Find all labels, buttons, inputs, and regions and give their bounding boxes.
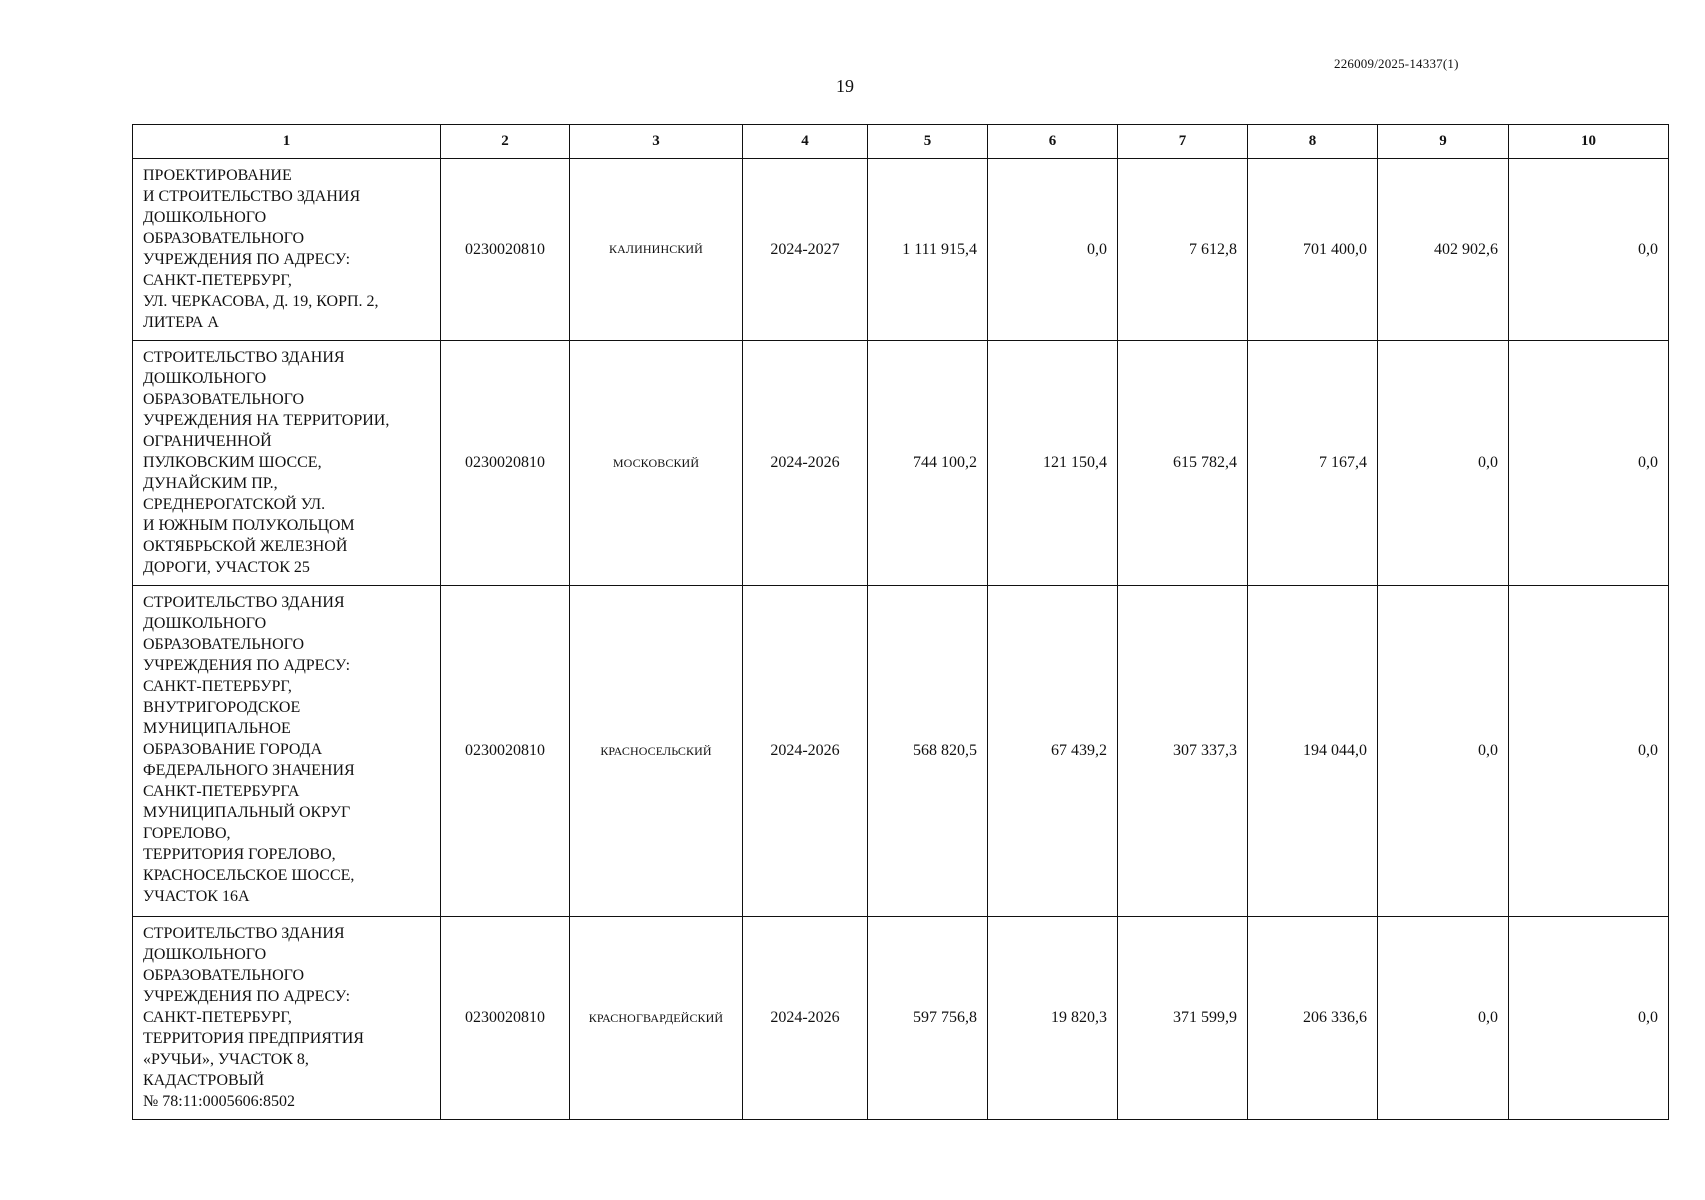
- period-cell: 2024-2026: [743, 586, 868, 917]
- value-cell-5: 568 820,5: [868, 586, 988, 917]
- value-cell-7: 371 599,9: [1118, 917, 1248, 1120]
- budget-code-cell: 0230020810: [441, 917, 570, 1120]
- column-header: 7: [1118, 125, 1248, 159]
- value-cell-9: 0,0: [1378, 586, 1509, 917]
- column-header: 5: [868, 125, 988, 159]
- budget-code-cell: 0230020810: [441, 159, 570, 341]
- column-header: 9: [1378, 125, 1509, 159]
- table-row: [133, 159, 1669, 341]
- column-header: 2: [441, 125, 570, 159]
- table-row: [133, 341, 1669, 586]
- value-cell-10: 0,0: [1509, 586, 1669, 917]
- column-header: 8: [1248, 125, 1378, 159]
- column-header: 1: [133, 125, 441, 159]
- table-row: [133, 586, 1669, 917]
- value-cell-9: 0,0: [1378, 917, 1509, 1120]
- value-cell-7: 7 612,8: [1118, 159, 1248, 341]
- period-cell: 2024-2027: [743, 159, 868, 341]
- district-cell: МОСКОВСКИЙ: [570, 341, 743, 586]
- value-cell-7: 307 337,3: [1118, 586, 1248, 917]
- value-cell-5: 1 111 915,4: [868, 159, 988, 341]
- district-cell: КРАСНОГВАРДЕЙСКИЙ: [570, 917, 743, 1120]
- object-name-cell: ПРОЕКТИРОВАНИЕ И СТРОИТЕЛЬСТВО ЗДАНИЯ ДОШКОЛЬНОГО ОБРАЗОВАТЕЛЬНОГО УЧРЕЖДЕНИЯ ПО АДРЕСУ: САНКТ-ПЕТЕРБУРГ, УЛ. ЧЕРКАСОВА, Д. 19, КОРП. 2, ЛИТЕРА А: [133, 159, 441, 341]
- value-cell-9: 0,0: [1378, 341, 1509, 586]
- table-header-row: [133, 125, 1669, 159]
- value-cell-5: 744 100,2: [868, 341, 988, 586]
- object-name-cell: СТРОИТЕЛЬСТВО ЗДАНИЯ ДОШКОЛЬНОГО ОБРАЗОВАТЕЛЬНОГО УЧРЕЖДЕНИЯ ПО АДРЕСУ: САНКТ-ПЕТЕРБУРГ, ВНУТРИГОРОДСКОЕ МУНИЦИПАЛЬНОЕ ОБРАЗОВАНИЕ ГОРОДА ФЕДЕРАЛЬНОГО ЗНАЧЕНИЯ САНКТ-ПЕТЕРБУРГА МУНИЦИПАЛЬНЫЙ ОКРУГ ГОРЕЛОВО, ТЕРРИТОРИЯ ГОРЕЛОВО, КРАСНОСЕЛЬСКОЕ ШОССЕ, УЧАСТОК 16А: [133, 586, 441, 917]
- value-cell-8: 194 044,0: [1248, 586, 1378, 917]
- value-cell-6: 19 820,3: [988, 917, 1118, 1120]
- budget-code-cell: 0230020810: [441, 586, 570, 917]
- value-cell-6: 0,0: [988, 159, 1118, 341]
- value-cell-10: 0,0: [1509, 159, 1669, 341]
- value-cell-7: 615 782,4: [1118, 341, 1248, 586]
- value-cell-8: 7 167,4: [1248, 341, 1378, 586]
- value-cell-10: 0,0: [1509, 341, 1669, 586]
- period-cell: 2024-2026: [743, 917, 868, 1120]
- value-cell-8: 206 336,6: [1248, 917, 1378, 1120]
- value-cell-8: 701 400,0: [1248, 159, 1378, 341]
- column-header: 3: [570, 125, 743, 159]
- value-cell-6: 67 439,2: [988, 586, 1118, 917]
- object-name-cell: СТРОИТЕЛЬСТВО ЗДАНИЯ ДОШКОЛЬНОГО ОБРАЗОВАТЕЛЬНОГО УЧРЕЖДЕНИЯ ПО АДРЕСУ: САНКТ-ПЕТЕРБУРГ, ТЕРРИТОРИЯ ПРЕДПРИЯТИЯ «РУЧЬИ», УЧАСТОК 8, КАДАСТРОВЫЙ № 78:11:0005606:8502: [133, 917, 441, 1120]
- page-number: 19: [836, 76, 854, 96]
- object-name-cell: СТРОИТЕЛЬСТВО ЗДАНИЯ ДОШКОЛЬНОГО ОБРАЗОВАТЕЛЬНОГО УЧРЕЖДЕНИЯ НА ТЕРРИТОРИИ, ОГРАНИЧЕННОЙ ПУЛКОВСКИМ ШОССЕ, ДУНАЙСКИМ ПР., СРЕДНЕРОГАТСКОЙ УЛ. И ЮЖНЫМ ПОЛУКОЛЬЦОМ ОКТЯБРЬСКОЙ ЖЕЛЕЗНОЙ ДОРОГИ, УЧАСТОК 25: [133, 341, 441, 586]
- column-header: 4: [743, 125, 868, 159]
- table-row: [133, 917, 1669, 1120]
- budget-code-cell: 0230020810: [441, 341, 570, 586]
- value-cell-10: 0,0: [1509, 917, 1669, 1120]
- value-cell-6: 121 150,4: [988, 341, 1118, 586]
- district-cell: КАЛИНИНСКИЙ: [570, 159, 743, 341]
- district-cell: КРАСНОСЕЛЬСКИЙ: [570, 586, 743, 917]
- value-cell-5: 597 756,8: [868, 917, 988, 1120]
- document-registration-number: 226009/2025-14337(1): [1334, 56, 1459, 71]
- period-cell: 2024-2026: [743, 341, 868, 586]
- investment-program-table: [132, 124, 1669, 1120]
- column-header: 10: [1509, 125, 1669, 159]
- column-header: 6: [988, 125, 1118, 159]
- value-cell-9: 402 902,6: [1378, 159, 1509, 341]
